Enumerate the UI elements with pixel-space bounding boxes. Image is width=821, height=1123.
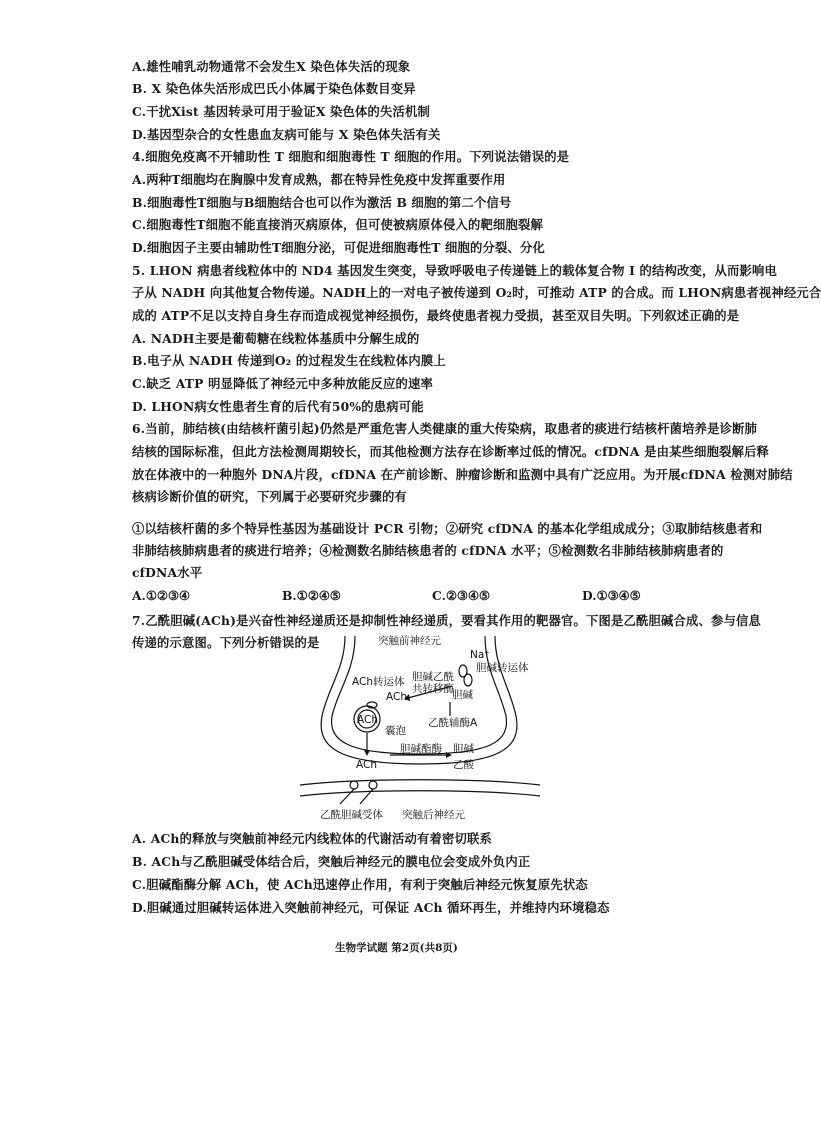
q4-stem: 4.细胞免疫离不开辅助性 T 细胞和细胞毒性 T 细胞的作用。下列说法错误的是 (132, 149, 570, 164)
q4-option-b: B.细胞毒性T细胞与B细胞结合也可以作为激活 B 细胞的第二个信号 (132, 195, 512, 210)
q6-option-d: D.①③④⑤ (582, 588, 641, 603)
q6-option-b: B.①②④⑤ (282, 588, 341, 603)
arrowhead-down (364, 750, 370, 756)
choline-transporter-shape-2 (464, 674, 472, 686)
label-presynaptic: 突触前神经元 (378, 635, 441, 647)
label-ach-inner: ACh (386, 691, 407, 703)
synapse-diagram (300, 628, 540, 824)
q6-stem-line4: 核病诊断价值的研究，下列属于必要研究步骤的有 (132, 489, 407, 504)
q6-steps-line2: 非肺结核肺病患者的痰进行培养；④检测数名肺结核患者的 cfDNA 水平；⑤检测数名非肺结核肺病患者的 (132, 543, 724, 558)
label-cat-line2: 共转移酶 (412, 683, 454, 695)
label-acetate: 乙酸 (453, 759, 474, 771)
q3-option-b: B. X 染色体失活形成巴氏小体属于染色体数目变异 (132, 81, 416, 96)
q6-stem-line3: 放在体液中的一种胞外 DNA片段，cfDNA 在产前诊断、肿瘤诊断和监测中具有广泛应用。为开展cfDNA 检测对肺结 (132, 467, 793, 482)
q7-stem-line2: 传递的示意图。下列分析错误的是 (132, 635, 320, 650)
label-postsynaptic: 突触后神经元 (402, 809, 465, 821)
receptor-right (369, 781, 377, 789)
q6-stem-line2: 结核的国际标准，但此方法检测周期较长，而其他检测方法存在诊断率过低的情况。cfDNA 是由某些细胞裂解后释 (132, 444, 770, 459)
q4-option-d: D.细胞因子主要由辅助性T细胞分泌，可促进细胞毒性T 细胞的分裂、分化 (132, 240, 545, 255)
q6-steps-line3: cfDNA水平 (132, 565, 203, 580)
label-ach-cleft: ACh (356, 759, 377, 771)
label-receptor: 乙酰胆碱受体 (320, 809, 383, 821)
q7-stem-line1: 7.乙酰胆碱(ACh)是兴奋性神经递质还是抑制性神经递质，要看其作用的靶器官。下图是乙酰胆碱合成、参与信息 (132, 613, 762, 628)
q6-stem-line1: 6.当前，肺结核(由结核杆菌引起)仍然是严重危害人类健康的重大传染病，取患者的痰进行结核杆菌培养是诊断肺 (132, 421, 758, 436)
q5-option-d: D. LHON病女性患者生育的后代有50%的患病可能 (132, 399, 424, 414)
q5-option-b: B.电子从 NADH 传递到O₂ 的过程发生在线粒体内膜上 (132, 353, 446, 368)
q5-stem-line3: 成的 ATP不足以支持自身生存而造成视觉神经损伤，最终使患者视力受损，甚至双目失明。下列叙述正确的是 (132, 308, 740, 323)
q3-option-a: A.雄性哺乳动物通常不会发生X 染色体失活的现象 (132, 59, 411, 74)
label-acetyl-coa: 乙酰辅酶A (428, 717, 478, 729)
q6-option-a: A.①②③④ (132, 588, 190, 603)
label-cat-line1: 胆碱乙酰 (412, 671, 454, 683)
q6-option-c: C.②③④⑤ (432, 588, 490, 603)
postsynaptic-membrane-top (300, 780, 540, 785)
label-choline-inner: 胆碱 (452, 689, 473, 701)
line-to-receptor-left (340, 789, 354, 804)
q7-option-c: C.胆碱酯酶分解 ACh，使 ACh迅速停止作用，有利于突触后神经元恢复原先状态 (132, 877, 588, 892)
label-vesicle-ach: ACh (357, 714, 378, 726)
postsynaptic-membrane-bottom (300, 791, 540, 796)
q5-option-c: C.缺乏 ATP 明显降低了神经元中多种放能反应的速率 (132, 376, 434, 391)
q7-option-a: A. ACh的释放与突触前神经元内线粒体的代谢活动有着密切联系 (132, 831, 492, 846)
q6-steps-line1: ①以结核杆菌的多个特异性基因为基础设计 PCR 引物；②研究 cfDNA 的基本化学组成成分；③取肺结核患者和 (132, 521, 763, 536)
q5-option-a: A. NADH主要是葡萄糖在线粒体基质中分解生成的 (132, 331, 420, 346)
label-choline-transporter: 胆碱转运体 (476, 662, 529, 674)
q3-option-d: D.基因型杂合的女性患血友病可能与 X 染色体失活有关 (132, 127, 441, 142)
q3-option-c: C.干扰Xist 基因转录可用于验证X 染色体的失活机制 (132, 104, 431, 119)
page-footer: 生物学试题 第2页(共8页) (335, 942, 458, 954)
label-ache: 胆碱酯酶 (400, 743, 442, 755)
q5-stem-line1: 5. LHON 病患者线粒体中的 ND4 基因发生突变，导致呼吸电子传递链上的载体复合物 Ⅰ 的结构改变，从而影响电 (132, 263, 778, 278)
q4-option-a: A.两种T细胞均在胸腺中发育成熟，都在特异性免疫中发挥重要作用 (132, 172, 506, 187)
label-vesicle: 囊泡 (385, 725, 406, 737)
q7-option-b: B. ACh与乙酰胆碱受体结合后，突触后神经元的膜电位会变成外负内正 (132, 854, 531, 869)
label-choline-cleft: 胆碱 (453, 743, 474, 755)
label-ach-transporter: ACh转运体 (352, 676, 405, 688)
q5-stem-line2: 子从 NADH 向其他复合物传递。NADH上的一对电子被传递到 O₂时，可推动 ATP 的合成。而 LHON病患者视神经元合 (132, 285, 821, 300)
receptor-left (350, 781, 358, 789)
q4-option-c: C.细胞毒性T细胞不能直接消灭病原体，但可使被病原体侵入的靶细胞裂解 (132, 217, 544, 232)
q7-option-d: D.胆碱通过胆碱转运体进入突触前神经元，可保证 ACh 循环再生，并维持内环境稳态 (132, 900, 610, 915)
label-na: Na⁺ (470, 649, 490, 661)
